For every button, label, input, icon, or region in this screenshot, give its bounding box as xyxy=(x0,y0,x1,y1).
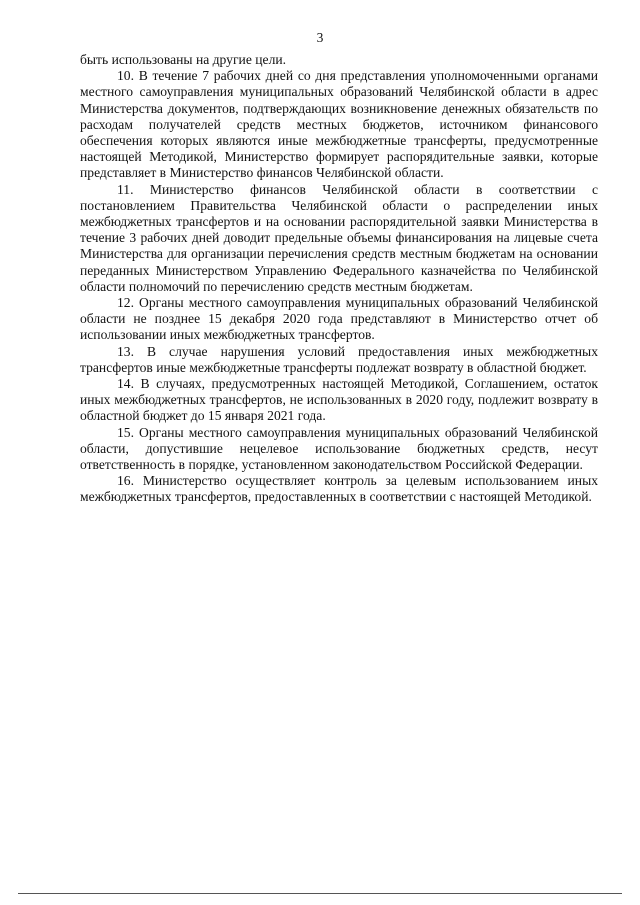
paragraph-14: 14. В случаях, предусмотренных настоящей Методикой, Соглашением, остаток иных межбюджетных трансфертов, не использованных в 2020 году, подлежит возврату в областной бюджет до 15 января 2021 года. xyxy=(80,376,598,424)
paragraph-continuation: быть использованы на другие цели. xyxy=(80,52,287,67)
page-bottom-divider xyxy=(18,893,622,894)
paragraph-12: 12. Органы местного самоуправления муниципальных образований Челябинской области не позднее 15 декабря 2020 года представляют в Министерство отчет об использовании иных межбюджетных трансфертов. xyxy=(80,295,598,343)
paragraph-11: 11. Министерство финансов Челябинской области в соответствии с постановлением Правительства Челябинской области о распределении иных межбюджетных трансфертов и на основании распорядительной заявки Министерства в течение 3 рабочих дней доводит предельные объемы финансирования на лицевые счета Министерства для организации перечисления средств местным бюджетам на основании переданных Министерством Управлению Федерального казначейства по Челябинской области полномочий по перечислению средств местным бюджетам. xyxy=(80,181,598,294)
paragraph-16: 16. Министерство осуществляет контроль за целевым использованием иных межбюджетных трансфертов, предоставленных в соответствии с настоящей Методикой. xyxy=(80,473,598,505)
document-body xyxy=(80,52,598,506)
paragraph-13: 13. В случае нарушения условий предоставления иных межбюджетных трансфертов иные межбюджетные трансферты подлежат возврату в областной бюджет. xyxy=(80,343,598,375)
page-number: 3 xyxy=(316,30,324,45)
paragraph-15: 15. Органы местного самоуправления муниципальных образований Челябинской области, допустившие нецелевое использование бюджетных средств, несут ответственность в порядке, установленном законодательством Российской Федерации. xyxy=(80,424,598,473)
paragraph-10: 10. В течение 7 рабочих дней со дня представления уполномоченными органами местного самоуправления муниципальных образований Челябинской области в адрес Министерства документов, подтверждающих возникновение денежных обязательств по расходам получателей средств местных бюджетов, источником финансового обеспечения которых являются иные межбюджетные трансферты, предусмотренные настоящей Методикой, Министерство формирует распорядительные заявки, которые представляет в Министерство финансов Челябинской области. xyxy=(80,68,598,181)
